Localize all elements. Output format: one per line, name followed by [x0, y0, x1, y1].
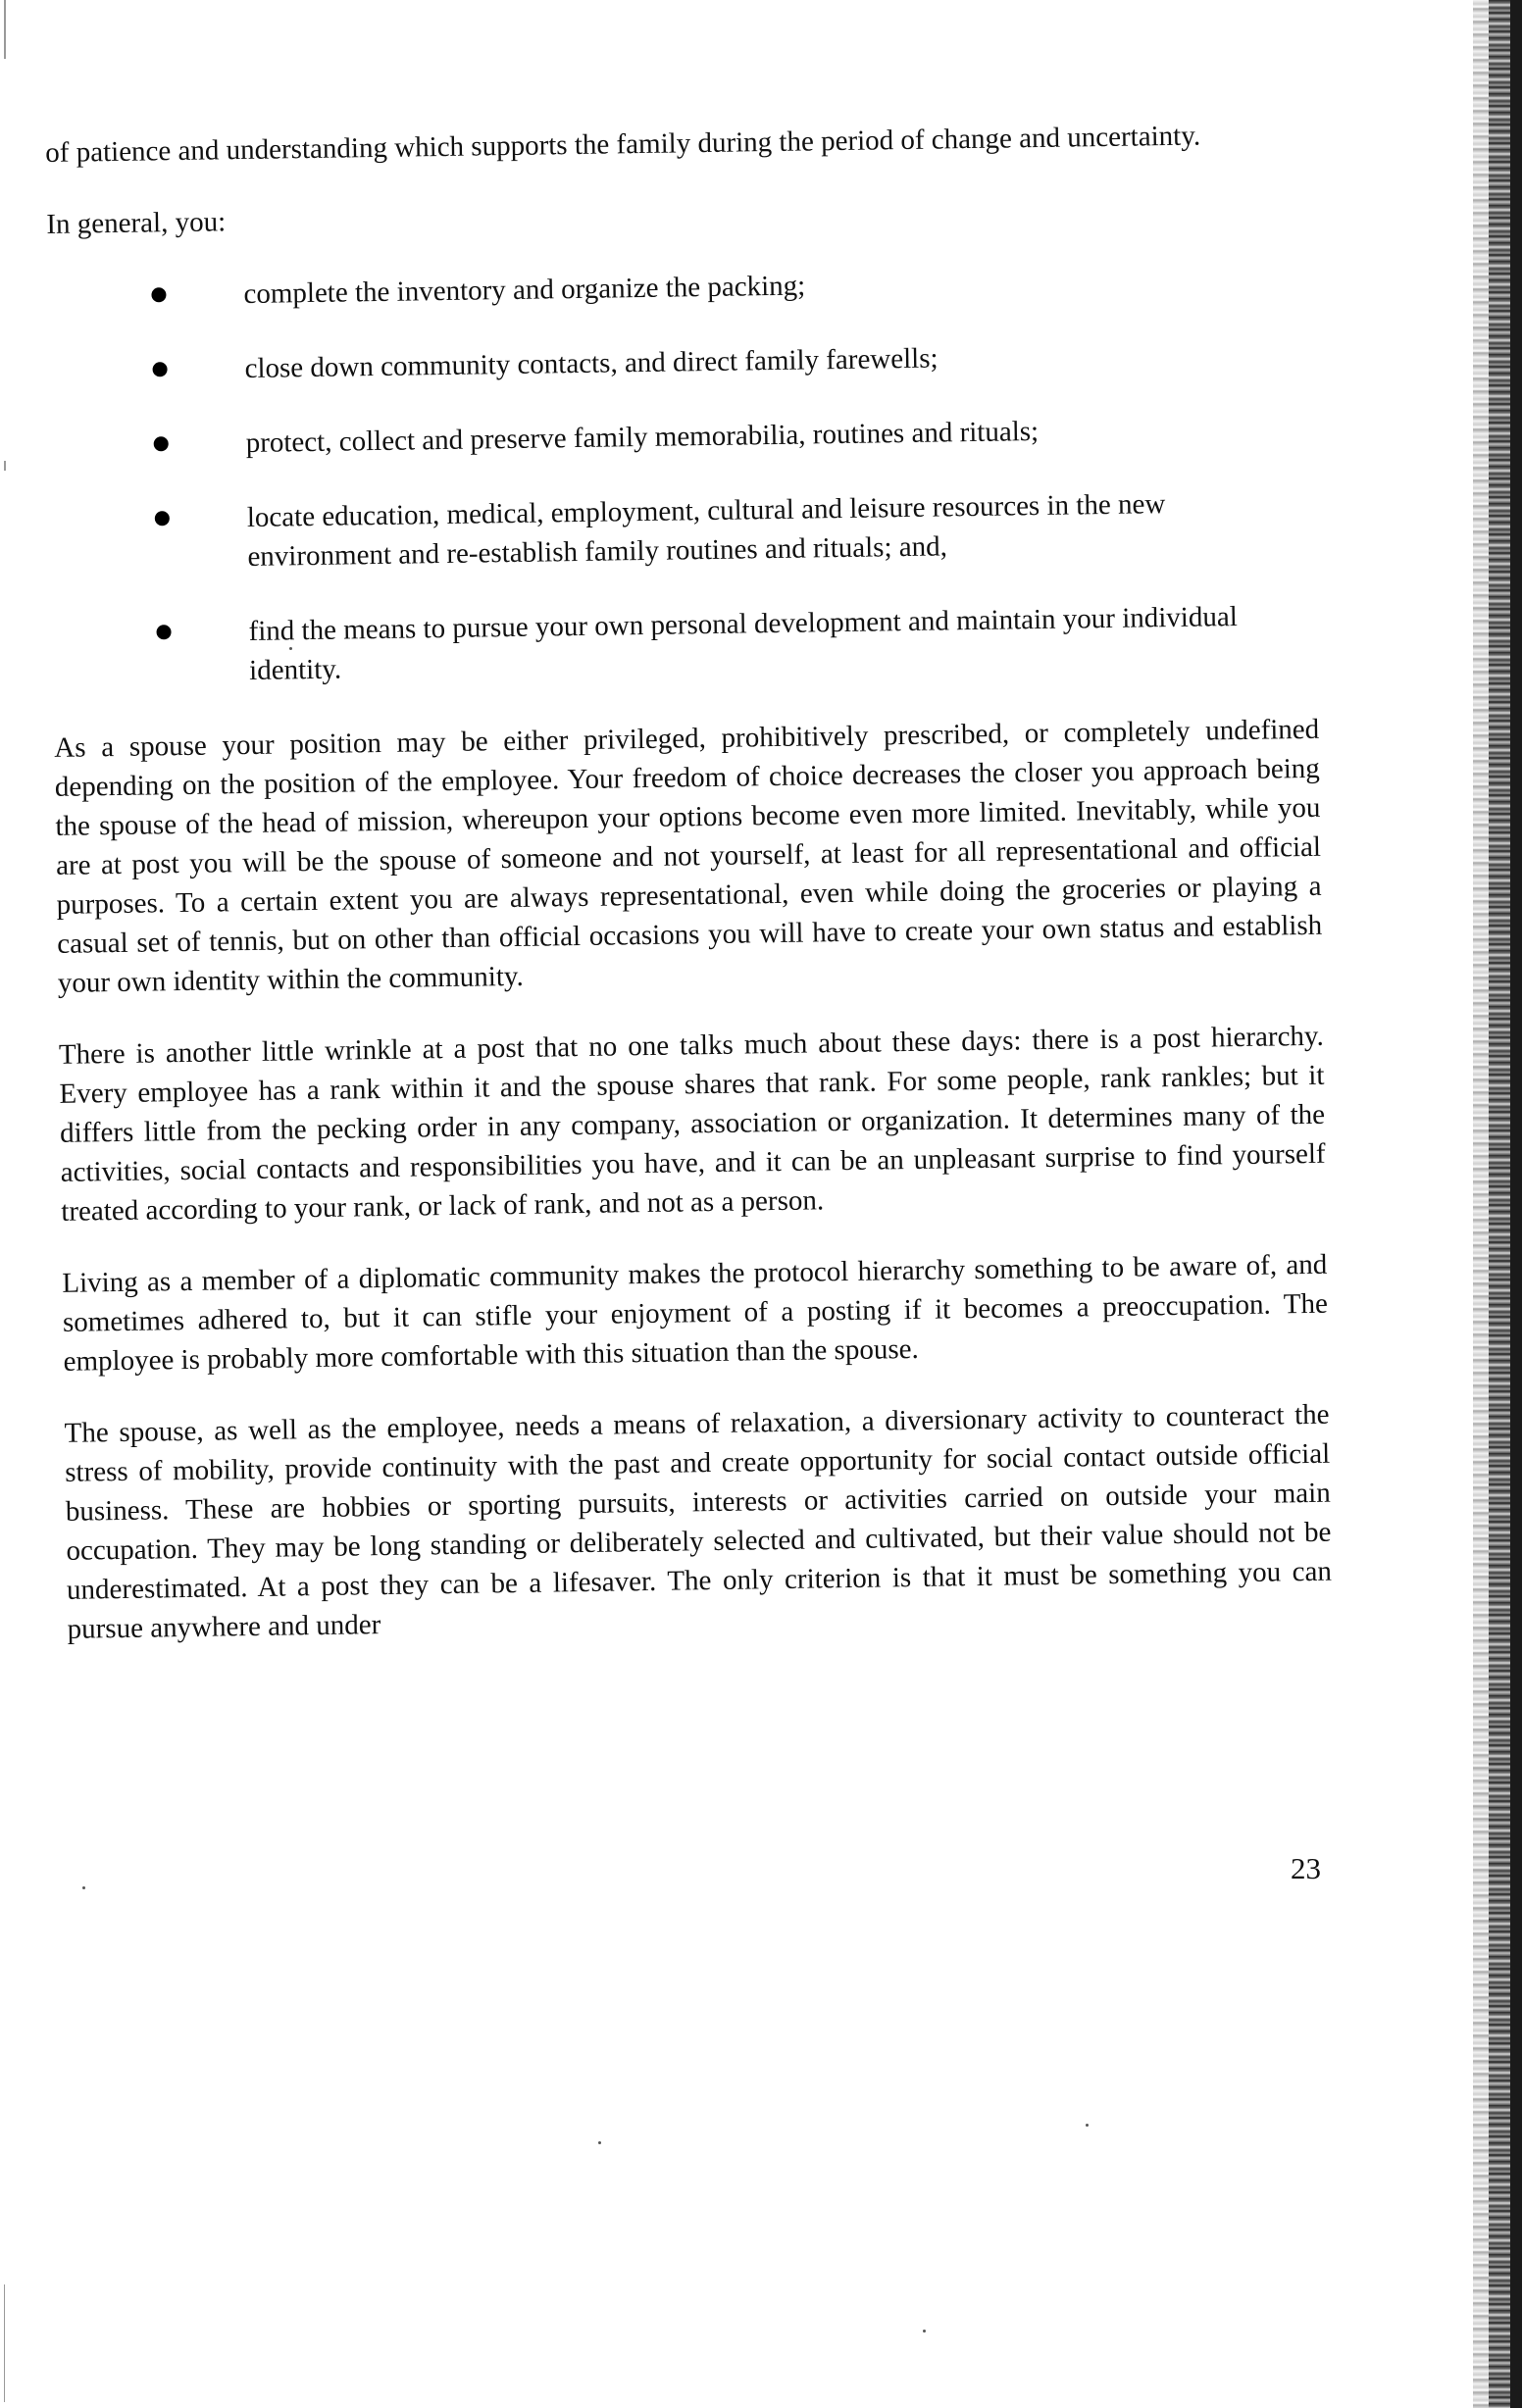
list-item-text: complete the inventory and organize the packing; — [243, 270, 806, 311]
list-item — [51, 482, 1317, 579]
body-paragraph: As a spouse your position may be either privileged, prohibitively prescribed, or completely undefined depending on the position of the employee. Your freedom of choice decreases the closer you approach being the spouse of the head of mission, whereupon your options become even more limited. Inevitably, while you are at post you will be the spouse of someone and not yourself, at least for all representational and official purposes. To a certain extent you are always representational, even while doing the groceries or playing a casual set of tennis, but on other than official occasions you will have to create your own status and establish your own identity within the community. — [54, 713, 1323, 999]
list-item-text: close down community contacts, and direct family farewells; — [244, 342, 939, 385]
scan-mark — [4, 461, 6, 471]
responsibility-list — [47, 259, 1318, 693]
opening-paragraph: of patience and understanding which supports the family during the period of change and uncertainty. — [45, 120, 1201, 169]
scanner-edge — [1473, 0, 1522, 2408]
page-number: 23 — [1291, 1851, 1321, 1885]
document-body — [45, 115, 1333, 1681]
list-item-text: protect, collect and preserve family memorabilia, routines and rituals; — [245, 416, 1040, 459]
scan-mark — [4, 0, 6, 59]
scan-speck — [82, 1886, 85, 1889]
scan-speck — [289, 647, 292, 650]
list-item — [47, 259, 1312, 317]
list-item-text: find the means to pursue your own personal development and maintain your individual identity. — [248, 601, 1239, 686]
scan-mark — [4, 2284, 5, 2402]
body-paragraph: Living as a member of a diplomatic community makes the protocol hierarchy something to be aware of, and sometimes adhered to, but it can stifle your enjoyment of a posting if it becomes a preoccupation. The employee is probably more comfortable with this situation than the spouse. — [62, 1248, 1329, 1378]
list-item — [52, 596, 1318, 693]
list-item — [49, 408, 1314, 466]
body-paragraph: There is another little wrinkle at a post that no one talks much about these days: there is a post hierarchy. Every employee has a rank within it and the spouse shares that rank. For some people, rank rankles; but it differs little from the pecking order in any company, association or organization. It determines many of the activities, social contacts and responsibilities you have, and it can be an unpleasant surprise to find yourself treated according to your rank, or lack of rank, and not as a person. — [58, 1020, 1326, 1228]
bullet-icon — [151, 287, 166, 302]
body-paragraph: The spouse, as well as the employee, needs a means of relaxation, a diversionary activity to counteract the stress of mobility, provide continuity with the past and create opportunity for social contact outside official business. These are hobbies or sporting pursuits, interests or activities carried on outside your main occupation. They may be long standing or deliberately selected and cultivated, but their value should not be underestimated. At a post they can be a lifesaver. The only criterion is that it must be something you can pursue anywhere and under — [64, 1398, 1333, 1645]
scan-speck — [923, 2330, 926, 2333]
scan-speck — [1086, 2124, 1089, 2127]
list-item-text: locate education, medical, employment, cultural and leisure resources in the new environment and re-establish family routines and rituals; and, — [246, 488, 1166, 573]
scan-speck — [598, 2141, 601, 2144]
bullet-icon — [155, 511, 170, 526]
bullet-icon — [156, 625, 171, 639]
list-lead-in: In general, you: — [46, 206, 227, 240]
bullet-icon — [152, 362, 167, 376]
bullet-icon — [154, 436, 169, 451]
list-item — [48, 333, 1313, 391]
